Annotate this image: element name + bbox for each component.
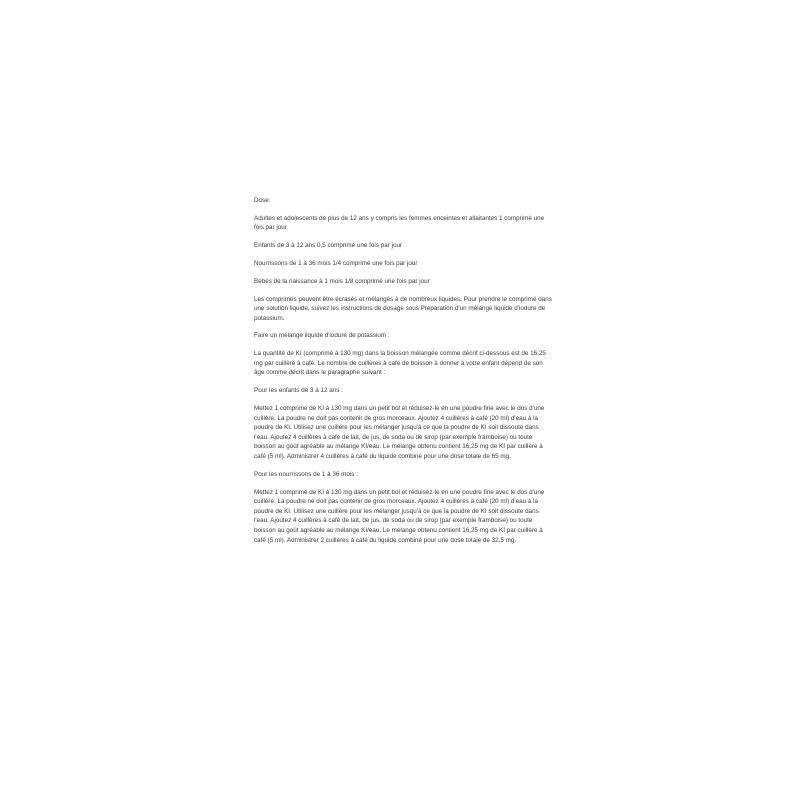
- dose-heading: Dose:: [254, 197, 271, 204]
- document-page: [254, 196, 552, 553]
- dose-newborns: Bébés de la naissance à 1 mois 1/8 comprimé une fois par jour: [254, 277, 430, 285]
- mixture-heading: Faire un mélange liquide d'iodure de potassium :: [254, 332, 390, 340]
- dose-children: Enfants de 3 à 12 ans 0,5 comprimé une fois par jour: [254, 242, 403, 250]
- children-heading: Pour les enfants de 3 à 12 ans :: [254, 387, 343, 395]
- crushing-note: Les comprimés peuvent être écrasés et mélangés à de nombreux liquides. Pour prendre le comprimé dans une solution liquide, suivez les instructions de dosage sous Préparation d'un mélange liquide d'iodure de potassium.: [254, 295, 552, 322]
- infants-instructions: Mettez 1 comprimé de KI à 130 mg dans un petit bol et réduisez-le en une poudre fine avec le dos d'une cuillère. La poudre ne doit pas contenir de gros morceaux. Ajoutez 4 cuillères à café (20 ml) d'eau à la poudre de KI. Utilisez une cuillère pour les mélanger jusqu'à ce que la poudre de KI soit dissoute dans l'eau. Ajoutez 4 cuillères à café de lait, de jus, de soda ou de sirop (par exemple framboise) ou toute boisson au goût agréable au mélange KI/eau. Le mélange obtenu contient 16,25 mg de KI par cuillère à café (5 ml). Administrer 2 cuillères à café du liquide combiné pour une dose totale de 32,5 mg.: [254, 488, 545, 544]
- mixture-quantity: La quantité de KI (comprimé à 130 mg) dans la boisson mélangée comme décrit ci-dessous est de 16,25 mg par cuillère à café. Le nombre de cuillères à café de boisson à donner à votre enfant dépend de son âge comme décrit dans le paragraphe suivant :: [254, 350, 546, 377]
- infants-heading: Pour les nourrissons de 1 à 36 mois :: [254, 470, 358, 478]
- dose-adults: Adultes et adolescents de plus de 12 ans y compris les femmes enceintes et allaitantes 1 comprimé une fois par jour: [254, 214, 545, 232]
- children-instructions: Mettez 1 comprimé de KI à 130 mg dans un petit bol et réduisez-le en une poudre fine avec le dos d'une cuillère. La poudre ne doit pas contenir de gros morceaux. Ajoutez 4 cuillères à café (20 ml) d'eau à la poudre de KI. Utilisez une cuillère pour les mélanger jusqu'à ce que la poudre de KI soit dissoute dans l'eau. Ajoutez 4 cuillères à café de lait, de jus, de soda ou de sirop (par exemple framboise) ou toute boisson au goût agréable au mélange KI/eau. Le mélange obtenu contient 16,25 mg de KI par cuillère à café (5 ml). Administrer 4 cuillères à café du liquide combiné pour une dose totale de 65 mg.: [254, 405, 545, 460]
- dose-infants: Nourrissons de 1 à 36 mois 1/4 comprimé une fois par jour: [254, 259, 418, 267]
